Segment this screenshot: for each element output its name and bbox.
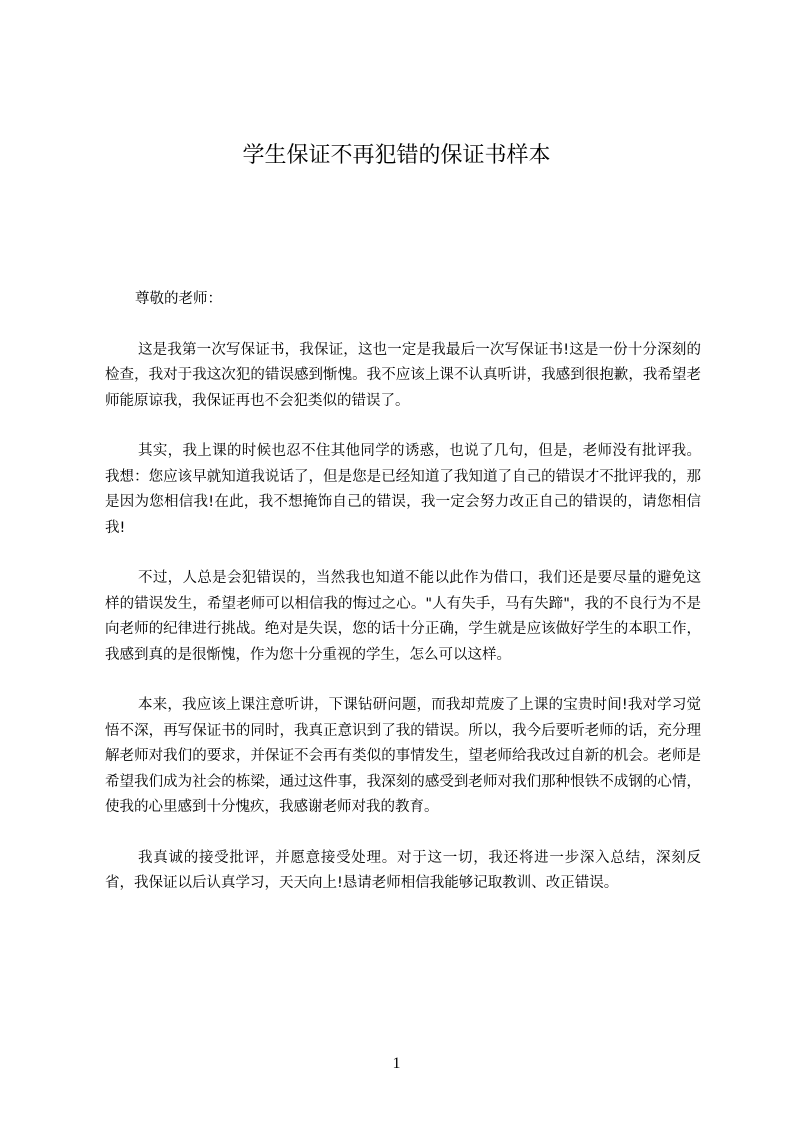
salutation: 尊敬的老师： (135, 291, 222, 307)
page-number: 1 (392, 1055, 401, 1072)
paragraph-4: 本来，我应该上课注意听讲，下课钻研问题，而我却荒废了上课的宝贵时间!我对学习觉悟不深，再写保证书的同时，我真正意识到了我的错误。所以，我今后要听老师的话，充分理解老师对我们的要求，并保证不会再有类似的事情发生，望老师给我改过自新的机会。老师是希望我们成为社会的栋梁，通过这件事，我深刻的感受到老师对我们那种恨铁不成钢的心情，使我的心里感到十分愧疚，我感谢老师对我的教育。 (105, 697, 701, 815)
paragraph-5: 我真诚的接受批评，并愿意接受处理。对于这一切，我还将进一步深入总结，深刻反省，我保证以后认真学习，天天向上!恳请老师相信我能够记取教训、改正错误。 (105, 849, 701, 891)
document-title: 学生保证不再犯错的保证书样本 (242, 143, 551, 168)
paragraph-2: 其实，我上课的时候也忍不住其他同学的诱惑，也说了几句，但是，老师没有批评我。我想：您应该早就知道我说话了，但是您是已经知道了我知道了自己的错误才不批评我的，那是因为您相信我!在此，我不想掩饰自己的错误，我一定会努力改正自己的错误的，请您相信我! (105, 443, 701, 536)
paragraph-3: 不过，人总是会犯错误的，当然我也知道不能以此作为借口，我们还是要尽量的避免这样的错误发生，希望老师可以相信我的悔过之心。"人有失手，马有失蹄"，我的不良行为不是向老师的纪律进行挑战。绝对是失误，您的话十分正确，学生就是应该做好学生的本职工作，我感到真的是很惭愧，作为您十分重视的学生，怎么可以这样。 (105, 570, 701, 663)
paragraph-1: 这是我第一次写保证书，我保证，这也一定是我最后一次写保证书!这是一份十分深刻的检查，我对于我这次犯的错误感到惭愧。我不应该上课不认真听讲，我感到很抱歉，我希望老师能原谅我，我保证再也不会犯类似的错误了。 (105, 341, 701, 409)
document-body (105, 287, 701, 897)
